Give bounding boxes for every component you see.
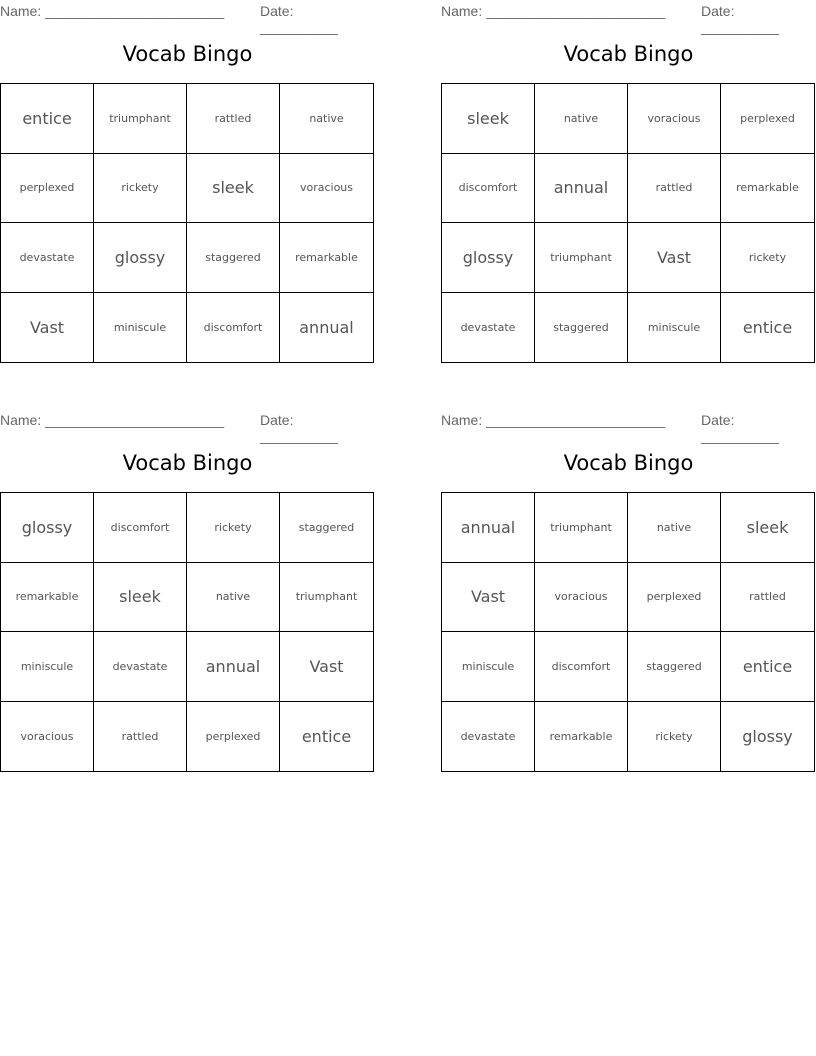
bingo-cell: staggered [280,493,373,563]
bingo-cell: voracious [1,702,94,772]
bingo-cell: discomfort [187,293,280,363]
date-field: Date: __________ [701,412,779,444]
bingo-cell: Vast [628,223,721,293]
bingo-cell: miniscule [628,293,721,363]
bingo-cell: remarkable [535,702,628,772]
bingo-cell: native [280,84,373,154]
bingo-cell: rattled [721,563,814,633]
bingo-cell: remarkable [280,223,373,293]
bingo-cell: entice [721,632,814,702]
bingo-cell: rattled [94,702,187,772]
bingo-cell: sleek [442,84,535,154]
bingo-cell: glossy [1,493,94,563]
card-header [441,412,816,444]
bingo-cell: perplexed [628,563,721,633]
bingo-cell: glossy [742,726,793,746]
bingo-cell: triumphant [535,493,628,563]
name-field: Name: _______________________ [0,412,225,428]
bingo-cell: glossy [442,223,535,293]
bingo-cell: devastate [1,223,94,293]
card-header [441,3,816,35]
bingo-cell: devastate [442,702,535,772]
bingo-cell: rickety [721,223,814,293]
bingo-cell: native [628,493,721,563]
bingo-cell: voracious [535,563,628,633]
bingo-grid [0,83,374,363]
bingo-cell: rattled [187,84,280,154]
bingo-cell: Vast [442,563,535,633]
bingo-grid [441,83,815,363]
date-field: Date: __________ [260,412,338,444]
card-header [0,412,375,444]
bingo-cell: annual [535,154,628,224]
bingo-cell: annual [442,493,535,563]
bingo-cell: perplexed [187,702,280,772]
bingo-cell: Vast [1,293,94,363]
bingo-cell: rickety [628,702,721,772]
bingo-cell: voracious [628,84,721,154]
bingo-cell: entice [301,726,352,746]
bingo-cell: rattled [628,154,721,224]
bingo-cell: devastate [94,632,187,702]
bingo-cell: perplexed [1,154,94,224]
card-title: Vocab Bingo [563,42,694,66]
bingo-cell: discomfort [94,493,187,563]
bingo-cell: remarkable [1,563,94,633]
bingo-cell: miniscule [442,632,535,702]
bingo-cell: remarkable [721,154,814,224]
bingo-cell: native [535,84,628,154]
bingo-cell: perplexed [721,84,814,154]
bingo-cell: annual [187,632,280,702]
bingo-cell: discomfort [535,632,628,702]
bingo-cell: miniscule [94,293,187,363]
card-title: Vocab Bingo [122,451,253,475]
bingo-cell: sleek [721,493,814,563]
bingo-cell: triumphant [94,84,187,154]
bingo-cell: annual [299,317,354,337]
bingo-cell: miniscule [1,632,94,702]
bingo-grid [441,492,815,772]
date-field: Date: __________ [260,3,338,35]
name-field: Name: _______________________ [441,412,666,428]
bingo-cell: entice [742,317,793,337]
bingo-cell: staggered [628,632,721,702]
bingo-cell: voracious [280,154,373,224]
name-field: Name: _______________________ [441,3,666,19]
bingo-cell: rickety [187,493,280,563]
card-title: Vocab Bingo [122,42,253,66]
bingo-cell: sleek [94,563,187,633]
card-title: Vocab Bingo [563,451,694,475]
bingo-grid [0,492,374,772]
bingo-cell: triumphant [280,563,373,633]
bingo-cell: rickety [94,154,187,224]
name-field: Name: _______________________ [0,3,225,19]
bingo-cell: discomfort [442,154,535,224]
bingo-cell: sleek [187,154,280,224]
bingo-cell: staggered [187,223,280,293]
bingo-cell: native [187,563,280,633]
bingo-cell: Vast [280,632,373,702]
bingo-cell: entice [1,84,94,154]
bingo-cell: staggered [535,293,628,363]
bingo-cell: devastate [442,293,535,363]
bingo-cell: triumphant [535,223,628,293]
card-header [0,3,375,35]
date-field: Date: __________ [701,3,779,35]
bingo-cell: glossy [94,223,187,293]
